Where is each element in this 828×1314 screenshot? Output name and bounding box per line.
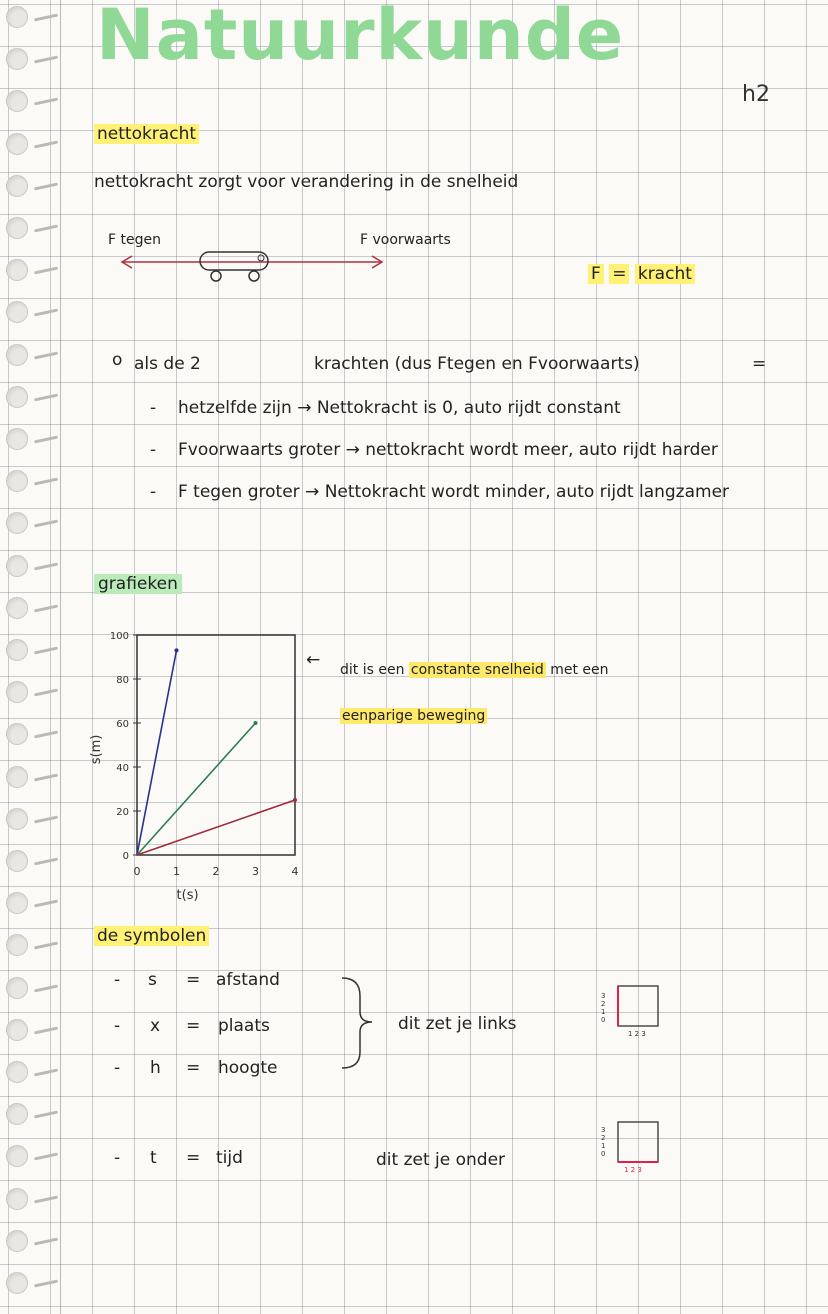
binding-hole (6, 1061, 28, 1083)
y-tick-label: 100 (109, 631, 129, 642)
binding-wire (34, 1153, 58, 1161)
list-item-dash: - (150, 482, 157, 502)
mini-x-ticks-left: 1 2 3 (628, 1030, 646, 1038)
note-under: dit zet je onder (376, 1150, 506, 1170)
binding-hole (6, 723, 28, 745)
car-wheel-icon (249, 271, 259, 281)
mini-y-ticks-left (601, 992, 609, 1024)
binding-hole (6, 1145, 28, 1167)
bullet-circle-icon: o (112, 350, 123, 370)
binding-hole (6, 934, 28, 956)
symbol-eq: = (186, 1148, 201, 1168)
heading-text: nettokracht (94, 124, 199, 144)
binding-hole (6, 977, 28, 999)
binding-wire (34, 393, 58, 401)
binding-hole (6, 1230, 28, 1252)
tick: 2 (601, 1134, 606, 1142)
binding-wire (34, 14, 58, 22)
binding-hole (6, 175, 28, 197)
f-equation (588, 264, 695, 284)
y-tick-label: 60 (116, 719, 129, 730)
x-tick-label: 4 (291, 865, 299, 878)
section-heading-symbolen (94, 926, 209, 946)
tick: 3 (601, 1126, 606, 1134)
tick: 0 (601, 1016, 606, 1024)
mini-y-ticks-under (601, 1126, 609, 1158)
tick: 1 (601, 1142, 606, 1150)
symbol-meaning: afstand (216, 970, 280, 990)
binding-wire (34, 351, 58, 359)
binding-wire (34, 1280, 58, 1288)
symbol-h: h (150, 1058, 161, 1078)
note-left: dit zet je links (398, 1014, 517, 1034)
symbol-eq: = (186, 1016, 201, 1036)
binding-wire (34, 815, 58, 823)
binding-hole (6, 1188, 28, 1210)
series-end-point (293, 798, 297, 802)
binding-wire (34, 225, 58, 233)
binding-wire (34, 647, 58, 655)
symbol-meaning: hoogte (218, 1058, 278, 1078)
binding-hole (6, 892, 28, 914)
distance-time-chart (60, 615, 320, 915)
row-bullet: - (114, 1016, 121, 1036)
symbol-eq: = (186, 970, 201, 990)
page-title: Natuurkunde (96, 0, 625, 76)
binding-wire (34, 1026, 58, 1034)
binding-wire (34, 98, 58, 106)
binding-hole (6, 344, 28, 366)
list-item: hetzelfde zijn → Nettokracht is 0, auto rijdt constant (178, 398, 621, 418)
symbol-meaning: tijd (216, 1148, 243, 1168)
binding-wire (34, 900, 58, 908)
x-tick-label: 1 (173, 865, 180, 878)
symbol-t: t (150, 1148, 157, 1168)
symbol-s: s (148, 970, 157, 990)
binding-wire (34, 942, 58, 950)
bullet-intro-b: krachten (dus Ftegen en Fvoorwaarts) (314, 354, 640, 374)
binding-wire (34, 1195, 58, 1203)
label-f-tegen: F tegen (108, 232, 161, 248)
bullet-intro-a: als de 2 (134, 354, 201, 374)
x-axis-label: t(s) (176, 888, 199, 903)
binding-wire (34, 984, 58, 992)
binding-hole (6, 386, 28, 408)
binding-wire (34, 689, 58, 697)
binding-wire (34, 858, 58, 866)
y-axis-label: s(m) (89, 734, 104, 765)
binding-wire (34, 520, 58, 528)
series-end-point (254, 721, 258, 725)
binding-hole (6, 555, 28, 577)
binding-hole (6, 133, 28, 155)
f-symbol: F (588, 264, 604, 284)
binding-hole (6, 470, 28, 492)
binding-hole (6, 766, 28, 788)
binding-hole (6, 6, 28, 28)
mini-x-ticks-under: 1 2 3 (624, 1166, 642, 1174)
definition-text: nettokracht zorgt voor verandering in de snelheid (94, 172, 519, 192)
list-item: Fvoorwaarts groter → nettokracht wordt meer, auto rijdt harder (178, 440, 718, 460)
binding-wire (34, 773, 58, 781)
binding-wire (34, 731, 58, 739)
force-diagram (120, 244, 390, 294)
x-tick-label: 3 (252, 865, 259, 878)
binding-wire (34, 56, 58, 64)
binding-hole (6, 639, 28, 661)
mini-axes-under (600, 1120, 670, 1184)
graph-note-line1 (340, 662, 609, 678)
binding-wire (34, 478, 58, 486)
binding-wire (34, 309, 58, 317)
list-item-dash: - (150, 398, 157, 418)
binding-hole (6, 808, 28, 830)
section-heading-grafieken (94, 574, 182, 594)
binding-hole (6, 1272, 28, 1294)
tick: 3 (601, 992, 606, 1000)
symbol-eq: = (186, 1058, 201, 1078)
list-item: F tegen groter → Nettokracht wordt minder, auto rijdt langzamer (178, 482, 730, 502)
y-tick-label: 20 (116, 807, 129, 818)
f-meaning: kracht (635, 264, 695, 284)
heading-text: grafieken (94, 574, 182, 594)
note-highlight: constante snelheid (410, 662, 544, 678)
car-light-icon (258, 255, 264, 261)
y-tick-label: 0 (122, 851, 129, 862)
bullet-intro-c: = (752, 354, 767, 374)
series-line (137, 650, 177, 855)
binding-hole (6, 512, 28, 534)
x-tick-label: 2 (212, 865, 220, 878)
note-text: dit is een (340, 662, 405, 678)
car-wheel-icon (211, 271, 221, 281)
binding-hole (6, 48, 28, 70)
heading-text: de symbolen (94, 926, 209, 946)
binding-hole (6, 301, 28, 323)
binding-wire (34, 1237, 58, 1245)
mini-axes-left (600, 984, 670, 1048)
section-heading-nettokracht (94, 124, 199, 144)
list-item-dash: - (150, 440, 157, 460)
binding-wire (34, 1069, 58, 1077)
binding-wire (34, 140, 58, 148)
binding-hole (6, 681, 28, 703)
tick: 0 (601, 1150, 606, 1158)
y-tick-label: 80 (116, 675, 129, 686)
binding-wire (34, 1111, 58, 1119)
tick: 1 (601, 1008, 606, 1016)
binding-hole (6, 850, 28, 872)
binding-hole (6, 1103, 28, 1125)
chapter-tag: h2 (742, 82, 770, 107)
graph-note-line2 (340, 708, 487, 724)
car-body-icon (200, 252, 268, 270)
tick: 2 (601, 1000, 606, 1008)
binding-wire (34, 562, 58, 570)
label-f-voorwaarts: F voorwaarts (360, 232, 451, 248)
symbol-meaning: plaats (218, 1016, 270, 1036)
row-bullet: - (114, 1058, 121, 1078)
binding-wire (34, 267, 58, 275)
plot-frame (137, 635, 295, 855)
pointer-arrow-icon: ← (306, 650, 321, 670)
binding-hole (6, 90, 28, 112)
binding-hole (6, 428, 28, 450)
binding-hole (6, 259, 28, 281)
note-highlight: eenparige beweging (342, 708, 486, 724)
binding-hole (6, 217, 28, 239)
f-equals: = (609, 264, 629, 284)
row-bullet: - (114, 970, 121, 990)
row-bullet: - (114, 1148, 121, 1168)
x-tick-label: 0 (133, 865, 141, 878)
binding-wire (34, 182, 58, 190)
y-tick-label: 40 (116, 763, 129, 774)
curly-brace-icon (338, 972, 378, 1072)
binding-wire (34, 436, 58, 444)
binding-hole (6, 597, 28, 619)
series-end-point (175, 648, 179, 652)
symbol-x: x (150, 1016, 161, 1036)
binding-wire (34, 604, 58, 612)
note-text: met een (550, 662, 609, 678)
binding-hole (6, 1019, 28, 1041)
definition-line (94, 172, 518, 192)
